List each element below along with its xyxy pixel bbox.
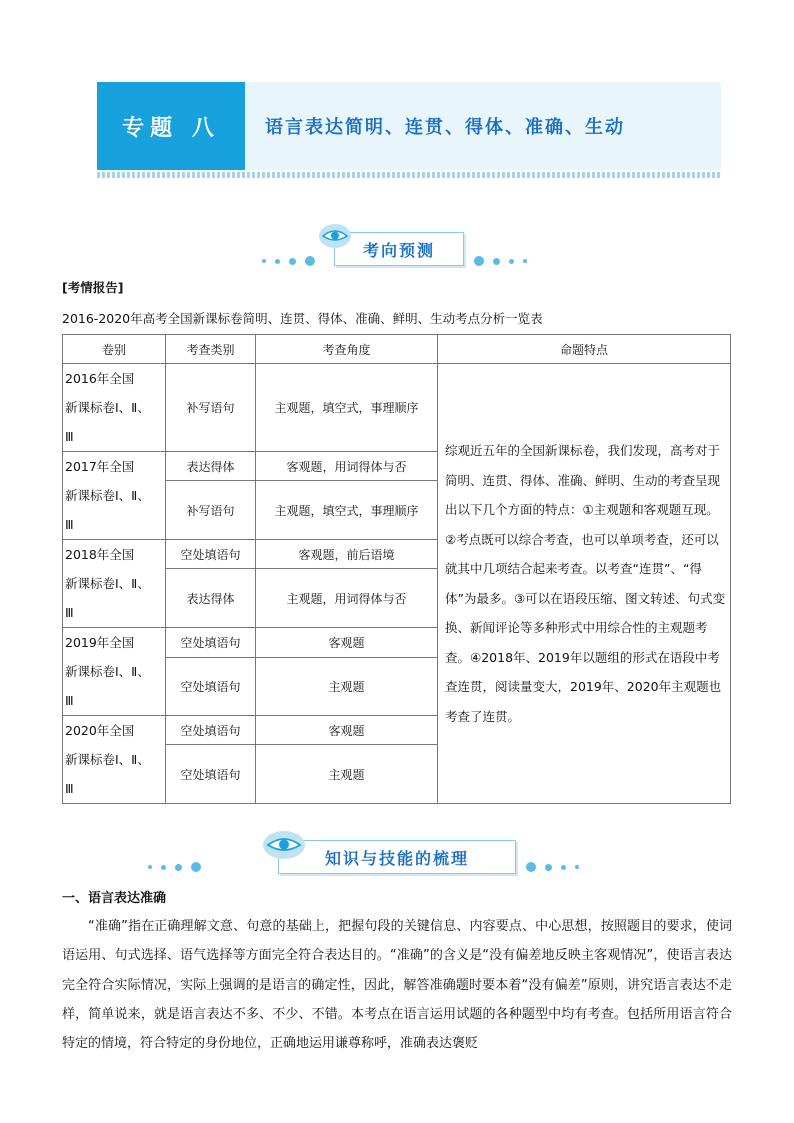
header-feature: 命题特点 — [438, 335, 731, 364]
category-cell: 表达得体 — [166, 569, 256, 628]
header-category: 考查类别 — [166, 335, 256, 364]
category-cell: 空处填语句 — [166, 658, 256, 716]
section-heading: 一、语言表达准确 — [62, 891, 167, 906]
angle-cell: 主观题 — [256, 658, 438, 716]
banner-divider — [97, 172, 721, 178]
year-cell-2020: 2020年全国 新课标卷Ⅰ、Ⅱ、 Ⅲ — [63, 716, 166, 804]
left-dots-decoration — [262, 256, 315, 266]
category-cell: 补写语句 — [166, 481, 256, 540]
right-dots-decoration — [474, 256, 527, 266]
body-paragraph: “准确”指在正确理解文意、句意的基础上，把握句段的关键信息、内容要点、中心思想，按照题目的要求，使词语运用、句式选择、语气选择等方面完全符合表达目的。“准确”的含义是“没有偏差地反映主客观情况”，使语言表达完全符合实际情况，实际上强调的是语言的确定性，因此，解答准确题时要本着“没有偏差”原则，讲究语言表达不走样，简单说来，就是语言表达不多、不少、不错。本考点在语言运用试题的各种题型中均有考查。包括所用语言符合特定的情境，符合特定的身份地位，正确地运用谦尊称呼，准确表达褒贬 — [62, 919, 732, 1052]
report-label: [考情报告] — [62, 280, 124, 295]
angle-cell: 主观题，用词得体与否 — [256, 569, 438, 628]
header-angle: 考查角度 — [256, 335, 438, 364]
angle-cell: 客观题 — [256, 716, 438, 745]
table-row — [63, 364, 731, 452]
year-cell-2016: 2016年全国 新课标卷Ⅰ、Ⅱ、 Ⅲ — [63, 364, 166, 452]
category-cell: 空处填语句 — [166, 628, 256, 658]
angle-cell: 主观题，填空式，事理顺序 — [256, 481, 438, 540]
angle-cell: 主观题，填空式，事理顺序 — [256, 364, 438, 452]
table-caption: 2016-2020年高考全国新课标卷简明、连贯、得体、准确、鲜明、生动考点分析一览表 — [62, 311, 543, 326]
year-cell-2018: 2018年全国 新课标卷Ⅰ、Ⅱ、 Ⅲ — [63, 540, 166, 628]
topic-banner — [97, 82, 721, 170]
angle-cell: 客观题 — [256, 628, 438, 658]
eye-icon — [262, 830, 306, 860]
right-dots-decoration — [526, 862, 579, 872]
category-cell: 表达得体 — [166, 452, 256, 481]
topic-label: 专题 八 — [97, 82, 245, 170]
feature-cell: 综观近五年的全国新课标卷，我们发现，高考对于简明、连贯、得体、准确、鲜明、生动的考查呈现出以下几个方面的特点：①主观题和客观题互现。②考点既可以综合考查，也可以单项考查，还可以就其中几项结合起来考查。以考查“连贯”、“得体”为最多。③可以在语段压缩、图文转述、句式变换、新闻评论等多种形式中用综合性的主观题考查。④2018年、2019年以题组的形式在语段中考查连贯，阅读量变大，2019年、2020年主观题也考查了连贯。 — [438, 364, 731, 804]
angle-cell: 主观题 — [256, 745, 438, 804]
category-cell: 空处填语句 — [166, 745, 256, 804]
category-cell: 空处填语句 — [166, 716, 256, 745]
header-volume: 卷别 — [63, 335, 166, 364]
category-cell: 补写语句 — [166, 364, 256, 452]
section-badge-forecast: 考向预测 — [334, 232, 464, 266]
topic-title: 语言表达简明、连贯、得体、准确、生动 — [265, 117, 625, 138]
angle-cell: 客观题，前后语境 — [256, 540, 438, 569]
year-cell-2017: 2017年全国 新课标卷Ⅰ、Ⅱ、 Ⅲ — [63, 452, 166, 540]
category-cell: 空处填语句 — [166, 540, 256, 569]
eye-icon — [318, 223, 352, 249]
exam-analysis-table — [62, 334, 731, 804]
year-cell-2019: 2019年全国 新课标卷Ⅰ、Ⅱ、 Ⅲ — [63, 628, 166, 716]
left-dots-decoration — [148, 862, 201, 872]
table-header-row — [63, 335, 731, 364]
section-badge-knowledge: 知识与技能的梳理 — [278, 840, 516, 874]
angle-cell: 客观题，用词得体与否 — [256, 452, 438, 481]
